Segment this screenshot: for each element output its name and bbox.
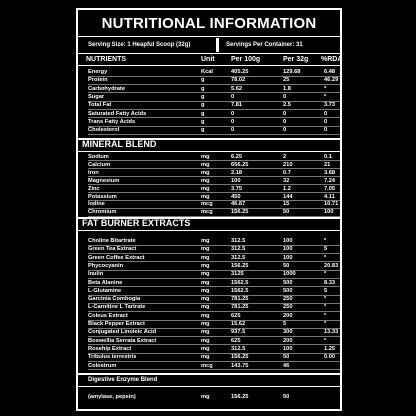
table-row [78, 353, 340, 361]
unit-cell: mg [201, 321, 210, 327]
table-row [78, 254, 340, 262]
per100-cell: 100 [231, 177, 241, 184]
unit-cell: mg [201, 304, 210, 311]
per32-cell: 300 [283, 329, 293, 336]
rda-cell: * [324, 93, 327, 100]
per32-cell: 250 [283, 304, 293, 311]
rda-cell: 7.24 [324, 177, 336, 184]
nutrient-name: Rosehip Extract [88, 345, 132, 352]
rda-cell: * [324, 271, 327, 278]
nutrient-name: Sugar [88, 93, 105, 100]
unit-cell: g [201, 102, 205, 109]
per32-cell: 144 [283, 193, 293, 200]
table-row [78, 345, 340, 353]
per100-cell: 312.5 [231, 345, 246, 352]
unit-cell: mg [201, 254, 210, 261]
per100-cell: 156.25 [231, 209, 249, 216]
nutrient-name: Coleus Extract [88, 312, 128, 319]
per32-cell: 32 [283, 177, 290, 184]
rda-cell: * [324, 85, 327, 92]
enzyme-per32: 50 [283, 394, 290, 400]
rda-cell: * [324, 296, 327, 303]
rda-cell: 6.48 [324, 69, 336, 75]
divider [78, 65, 340, 66]
rda-cell: 21 [324, 161, 331, 168]
per32-cell: 5 [283, 321, 287, 327]
per32-cell: 50 [283, 354, 290, 361]
unit-cell: mg [201, 154, 210, 160]
per32-cell: 100 [283, 238, 293, 244]
per100-cell: 625 [231, 337, 241, 344]
per100-cell: 3.75 [231, 185, 243, 192]
per100-cell: 46.87 [231, 201, 246, 208]
unit-cell: mg [201, 337, 210, 344]
table-row [78, 362, 340, 370]
nutrient-name: Zinc [88, 185, 100, 192]
unit-cell: mg [201, 246, 210, 253]
rda-cell: * [324, 304, 327, 311]
nutrient-name: L-Glutamine [88, 287, 122, 294]
unit-cell: Kcal [201, 69, 214, 75]
table-row [78, 270, 340, 278]
per32-cell: 129.68 [283, 69, 301, 75]
nutrient-name: Green Tea Extract [88, 246, 137, 253]
per32-cell: 250 [283, 296, 293, 303]
unit-cell: mg [201, 262, 210, 269]
per32-cell: 0 [283, 127, 287, 134]
nutrient-name: Boswellia Serrata Extract [88, 337, 157, 344]
unit-cell: g [201, 93, 205, 100]
unit-cell: g [201, 85, 205, 92]
nutrient-name: Protein [88, 77, 108, 84]
rda-cell: 3.68 [324, 169, 336, 176]
nutrition-panel [76, 8, 342, 411]
per100-cell: 15.62 [231, 321, 246, 327]
per32-cell: 1.2 [283, 185, 291, 192]
unit-cell: g [201, 127, 205, 134]
per32-cell: 50 [283, 209, 290, 216]
per100-cell: 450 [231, 193, 241, 200]
per32-cell: 46 [283, 362, 290, 369]
per100-cell: 625 [231, 312, 241, 319]
header-per-32g: Per 32g [283, 56, 309, 63]
unit-cell: mg [201, 238, 210, 244]
per100-cell: 2.18 [231, 169, 243, 176]
rda-cell: * [324, 238, 327, 244]
panel-title: NUTRITIONAL INFORMATION [101, 15, 317, 32]
per100-cell: 937.5 [231, 329, 246, 336]
unit-cell: mg [201, 193, 210, 200]
enzyme-per100: 156.25 [231, 394, 249, 400]
per32-cell: 1000 [283, 271, 296, 278]
nutrient-name: Tribulus terrestris [88, 354, 137, 361]
rda-cell: 5 [324, 246, 328, 253]
per100-cell: 781.25 [231, 304, 249, 311]
nutrient-name: Energy [88, 69, 108, 75]
per32-cell: 200 [283, 337, 293, 344]
enzyme-name: (amylase, pepsin) [88, 394, 136, 400]
unit-cell: mg [201, 329, 210, 336]
table-row [78, 93, 340, 101]
nutrient-name: Phycocyanin [88, 262, 124, 269]
per100-cell: 656.25 [231, 161, 249, 168]
per32-cell: 100 [283, 345, 293, 352]
unit-cell: g [201, 77, 205, 84]
nutrient-name: Green Coffee Extract [88, 254, 145, 261]
rda-cell: * [324, 254, 327, 261]
per32-cell: 2 [283, 154, 287, 160]
per100-cell: 1562.5 [231, 279, 249, 286]
header-unit: Unit [201, 56, 215, 63]
table-row [78, 208, 340, 216]
divider [216, 38, 219, 52]
per100-cell: 156.25 [231, 262, 249, 269]
servings-per-container: Servings Per Container: 31 [226, 42, 303, 48]
nutrient-name: Chromium [88, 209, 117, 216]
per100-cell: 0 [231, 127, 235, 134]
per100-cell: 7.81 [231, 102, 243, 109]
per100-cell: 6.25 [231, 154, 243, 160]
mineral-blend-title: MINERAL BLEND [82, 139, 157, 149]
header-per-100g: Per 100g [231, 56, 261, 63]
nutrient-name: Iodine [88, 201, 105, 208]
rda-cell: 0 [324, 127, 328, 134]
per100-cell: 0 [231, 93, 235, 100]
unit-cell: mg [201, 287, 210, 294]
nutrient-name: Garcinia Combogia [88, 296, 141, 303]
nutrient-name: Black Pepper Extract [88, 321, 145, 327]
rda-cell: 13.33 [324, 329, 339, 336]
unit-cell: mg [201, 354, 210, 361]
nutrient-name: Calcium [88, 161, 111, 168]
divider [78, 36, 340, 37]
nutrient-name: Iron [88, 169, 99, 176]
unit-cell: mcg [201, 201, 213, 208]
rda-cell: 46.29 [324, 77, 339, 84]
divider [78, 386, 340, 387]
nutrient-name: Carbohydrate [88, 85, 125, 92]
table-row [78, 110, 340, 118]
table-row [78, 245, 340, 253]
unit-cell: mg [201, 279, 210, 286]
table-row [78, 337, 340, 345]
table-row [78, 101, 340, 109]
nutrient-name: Sodium [88, 154, 109, 160]
nutrient-name: Colostrum [88, 362, 117, 369]
serving-size: Serving Size: 1 Heapful Scoop (32g) [88, 42, 191, 48]
unit-cell: mcg [201, 362, 213, 369]
per32-cell: 1.8 [283, 85, 291, 92]
table-row [78, 262, 340, 270]
divider [78, 53, 340, 54]
table-row [78, 312, 340, 320]
per100-cell: 156.25 [231, 354, 249, 361]
per100-cell: 3125 [231, 271, 244, 278]
unit-cell: mg [201, 161, 210, 168]
per32-cell: 50 [283, 262, 290, 269]
per32-cell: 2.5 [283, 102, 291, 109]
enzyme-row [78, 393, 340, 401]
per32-cell: 15 [283, 201, 290, 208]
table-row [78, 303, 340, 311]
unit-cell: mg [201, 185, 210, 192]
rda-cell: 10.71 [324, 201, 339, 208]
header-rda: %RDA [321, 56, 343, 63]
nutrient-name: Saturated Fatty Acids [88, 110, 147, 117]
nutrient-name: Conjugated Linoleic Acid [88, 329, 157, 336]
header-nutrients: NUTRIENTS [86, 56, 127, 63]
table-row [78, 279, 340, 287]
per32-cell: 100 [283, 246, 293, 253]
table-row [78, 287, 340, 295]
table-row [78, 126, 340, 134]
unit-cell: mg [201, 271, 210, 278]
per100-cell: 312.5 [231, 254, 246, 261]
nutrient-name: Potassium [88, 193, 117, 200]
per32-cell: 0 [283, 93, 287, 100]
nutrient-name: Total Fat [88, 102, 112, 109]
rda-cell: 1.25 [324, 345, 336, 352]
per100-cell: 78.02 [231, 77, 246, 84]
table-row [78, 118, 340, 126]
rda-cell: 5 [324, 287, 328, 294]
nutrient-name: Cholesterol [88, 127, 120, 134]
table-row [78, 68, 340, 76]
rda-cell: 0 [324, 118, 328, 125]
rda-cell: 100 [324, 209, 334, 216]
table-row [78, 85, 340, 93]
nutrient-name: Magnesium [88, 177, 120, 184]
per100-cell: 0 [231, 118, 235, 125]
table-row [78, 328, 340, 336]
fat-burner-title: FAT BURNER EXTRACTS [82, 218, 191, 228]
rda-cell: * [324, 337, 327, 344]
per100-cell: 405.25 [231, 69, 249, 75]
per32-cell: 200 [283, 312, 293, 319]
unit-cell: g [201, 118, 205, 125]
nutrient-name: Choline Bitartrate [88, 238, 136, 244]
per100-cell: 312.5 [231, 238, 246, 244]
rda-cell: 7.05 [324, 185, 336, 192]
per100-cell: 5.62 [231, 85, 243, 92]
unit-cell: mcg [201, 209, 213, 216]
rda-cell: 0.1 [324, 154, 332, 160]
per32-cell: 500 [283, 287, 293, 294]
rda-cell: 0.00 [324, 354, 336, 361]
divider [78, 151, 340, 152]
table-row [78, 237, 340, 245]
enzyme-unit: mg [201, 394, 210, 400]
unit-cell: g [201, 110, 205, 117]
table-row [78, 295, 340, 303]
unit-cell: mg [201, 169, 210, 176]
per100-cell: 781.25 [231, 296, 249, 303]
per32-cell: 100 [283, 254, 293, 261]
nutrient-name: L-Carnitine L Tartrate [88, 304, 146, 311]
per32-cell: 0 [283, 118, 287, 125]
per100-cell: 0 [231, 110, 235, 117]
unit-cell: mg [201, 345, 210, 352]
per32-cell: 25 [283, 77, 290, 84]
rda-cell: * [324, 312, 327, 319]
table-row [78, 320, 340, 328]
unit-cell: mg [201, 177, 210, 184]
per32-cell: 0.7 [283, 169, 291, 176]
per32-cell: 210 [283, 161, 293, 168]
nutrient-name: Inulin [88, 271, 104, 278]
per100-cell: 143.75 [231, 362, 249, 369]
unit-cell: mg [201, 296, 210, 303]
unit-cell: mg [201, 312, 210, 319]
enzyme-title: Digestive Enzyme Blend [88, 377, 158, 383]
per100-cell: 312.5 [231, 246, 246, 253]
per32-cell: 500 [283, 279, 293, 286]
nutrient-name: Trans Fatty Acids [88, 118, 136, 125]
per100-cell: 1562.5 [231, 287, 249, 294]
per32-cell: 0 [283, 110, 287, 117]
nutrient-name: Beta Alanine [88, 279, 123, 286]
rda-cell: 0 [324, 110, 328, 117]
rda-cell: 4.11 [324, 193, 335, 200]
table-row [78, 76, 340, 84]
rda-cell: 3.73 [324, 102, 336, 109]
rda-cell: 8.33 [324, 279, 336, 286]
rda-cell: 20.83 [324, 262, 339, 269]
rda-cell: * [324, 321, 327, 327]
divider [78, 230, 340, 231]
